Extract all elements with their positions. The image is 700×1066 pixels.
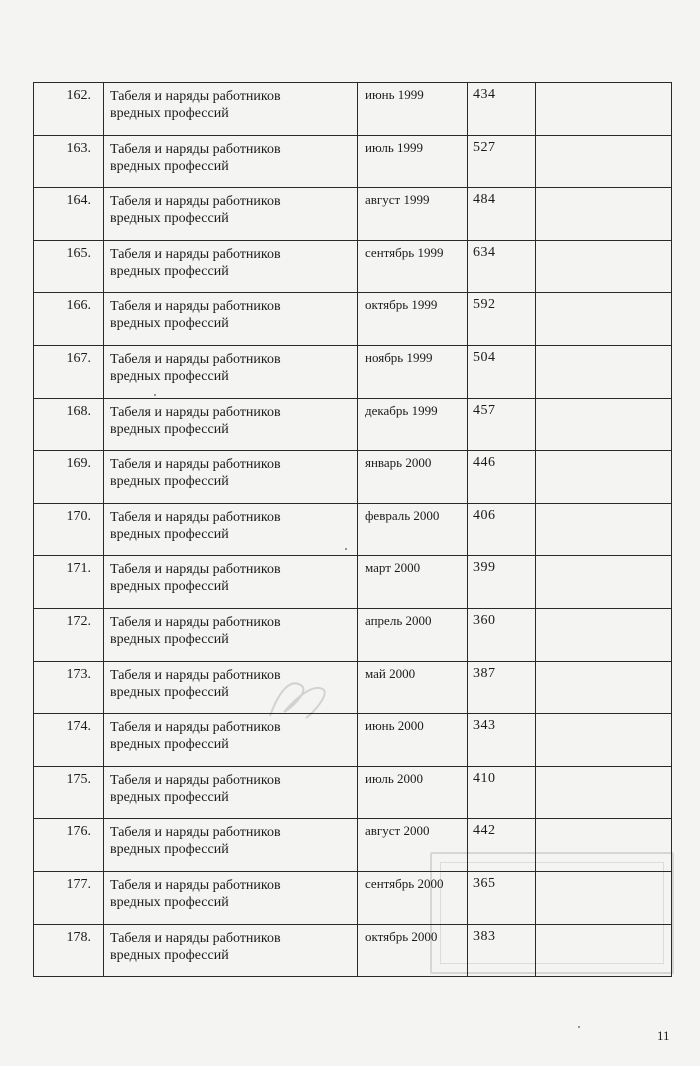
- record-title-line: вредных профессий: [110, 947, 229, 963]
- record-number: 176.: [34, 819, 104, 872]
- record-title-line: Табеля и наряды работников: [110, 89, 281, 104]
- record-title-line: Табеля и наряды работников: [110, 667, 281, 683]
- record-note: [536, 240, 672, 293]
- record-date: декабрь 1999: [358, 398, 468, 451]
- record-date: апрель 2000: [358, 608, 468, 661]
- record-title-line: Табеля и наряды работников: [110, 141, 281, 157]
- record-note: [536, 188, 672, 241]
- table-row: [34, 661, 672, 714]
- record-note: [536, 556, 672, 609]
- record-title-line: вредных профессий: [110, 211, 229, 227]
- record-sheet-count: 434: [468, 83, 536, 136]
- record-title: [104, 503, 358, 556]
- record-sheet-count: 383: [468, 924, 536, 977]
- records-table: [33, 82, 672, 977]
- record-sheet-count: 406: [468, 503, 536, 556]
- record-date: сентябрь 2000: [358, 871, 468, 924]
- record-number: 166.: [34, 293, 104, 346]
- record-sheet-count: 504: [468, 345, 536, 398]
- record-title: [104, 661, 358, 714]
- table-row: [34, 608, 672, 661]
- table-row: [34, 714, 672, 767]
- record-note: [536, 503, 672, 556]
- record-note: [536, 766, 672, 819]
- table-row: [34, 819, 672, 872]
- record-sheet-count: 484: [468, 188, 536, 241]
- record-number: 171.: [34, 556, 104, 609]
- record-title: [104, 293, 358, 346]
- record-number: 173.: [34, 661, 104, 714]
- record-title-line: Табеля и наряды работников: [110, 772, 281, 788]
- records-table-body: [34, 83, 672, 977]
- record-date: март 2000: [358, 556, 468, 609]
- record-sheet-count: 442: [468, 819, 536, 872]
- record-date: август 1999: [358, 188, 468, 241]
- record-title-line: вредных профессий: [110, 421, 229, 437]
- record-sheet-count: 343: [468, 714, 536, 767]
- record-title-line: Табеля и наряды работников: [110, 877, 281, 893]
- record-note: [536, 819, 672, 872]
- record-note: [536, 608, 672, 661]
- table-row: [34, 503, 672, 556]
- record-title-line: вредных профессий: [110, 106, 229, 121]
- record-sheet-count: 634: [468, 240, 536, 293]
- record-date: июль 2000: [358, 766, 468, 819]
- record-title-line: Табеля и наряды работников: [110, 404, 281, 420]
- record-title-line: Табеля и наряды работников: [110, 720, 281, 736]
- record-date: сентябрь 1999: [358, 240, 468, 293]
- record-date: август 2000: [358, 819, 468, 872]
- record-date: ноябрь 1999: [358, 345, 468, 398]
- table-row: [34, 871, 672, 924]
- record-title-line: вредных профессий: [110, 474, 229, 490]
- record-number: 169.: [34, 451, 104, 504]
- record-note: [536, 345, 672, 398]
- record-number: 167.: [34, 345, 104, 398]
- table-row: [34, 924, 672, 977]
- record-sheet-count: 446: [468, 451, 536, 504]
- record-title-line: вредных профессий: [110, 894, 229, 910]
- record-note: [536, 871, 672, 924]
- record-note: [536, 714, 672, 767]
- record-title-line: вредных профессий: [110, 842, 229, 858]
- record-title-line: Табеля и наряды работников: [110, 562, 281, 578]
- record-note: [536, 661, 672, 714]
- record-date: январь 2000: [358, 451, 468, 504]
- record-title: [104, 608, 358, 661]
- record-sheet-count: 360: [468, 608, 536, 661]
- record-title-line: Табеля и наряды работников: [110, 930, 281, 946]
- record-number: 165.: [34, 240, 104, 293]
- record-note: [536, 924, 672, 977]
- table-row: [34, 83, 672, 136]
- record-title-line: Табеля и наряды работников: [110, 509, 281, 525]
- record-title-line: вредных профессий: [110, 316, 229, 332]
- record-title-line: вредных профессий: [110, 789, 229, 805]
- record-date: июль 1999: [358, 135, 468, 188]
- record-title-line: вредных профессий: [110, 158, 229, 174]
- record-title-line: Табеля и наряды работников: [110, 194, 281, 210]
- record-number: 170.: [34, 503, 104, 556]
- record-title: [104, 924, 358, 977]
- record-title-line: Табеля и наряды работников: [110, 246, 281, 262]
- record-title: [104, 398, 358, 451]
- table-row: [34, 398, 672, 451]
- record-date: октябрь 2000: [358, 924, 468, 977]
- record-title-line: вредных профессий: [110, 737, 229, 753]
- record-title: [104, 871, 358, 924]
- record-note: [536, 451, 672, 504]
- record-sheet-count: 399: [468, 556, 536, 609]
- record-date: октябрь 1999: [358, 293, 468, 346]
- record-title: [104, 345, 358, 398]
- record-date: февраль 2000: [358, 503, 468, 556]
- table-row: [34, 766, 672, 819]
- record-sheet-count: 387: [468, 661, 536, 714]
- table-row: [34, 188, 672, 241]
- table-row: [34, 556, 672, 609]
- record-note: [536, 293, 672, 346]
- record-title-line: Табеля и наряды работников: [110, 299, 281, 315]
- record-date: май 2000: [358, 661, 468, 714]
- table-row: [34, 451, 672, 504]
- record-title: [104, 188, 358, 241]
- page-number: 11: [657, 1028, 670, 1043]
- record-title-line: Табеля и наряды работников: [110, 825, 281, 841]
- record-number: 174.: [34, 714, 104, 767]
- paper-speck: [345, 548, 347, 550]
- record-note: [536, 398, 672, 451]
- record-title-line: вредных профессий: [110, 579, 229, 595]
- table-row: [34, 240, 672, 293]
- record-sheet-count: 527: [468, 135, 536, 188]
- record-note: [536, 83, 672, 136]
- record-title-line: Табеля и наряды работников: [110, 351, 281, 367]
- record-sheet-count: 365: [468, 871, 536, 924]
- record-title: [104, 819, 358, 872]
- record-title-line: Табеля и наряды работников: [110, 614, 281, 630]
- record-title: [104, 240, 358, 293]
- table-row: [34, 345, 672, 398]
- record-note: [536, 135, 672, 188]
- table-row: [34, 135, 672, 188]
- record-sheet-count: 457: [468, 398, 536, 451]
- record-title: [104, 714, 358, 767]
- record-title-line: вредных профессий: [110, 368, 229, 384]
- record-number: 175.: [34, 766, 104, 819]
- record-date: июнь 1999: [358, 83, 468, 136]
- record-title: [104, 766, 358, 819]
- record-title-line: вредных профессий: [110, 263, 229, 279]
- record-title: [104, 556, 358, 609]
- record-title-line: вредных профессий: [110, 631, 229, 647]
- record-number: 163.: [34, 135, 104, 188]
- record-number: 162.: [34, 83, 104, 136]
- record-number: 168.: [34, 398, 104, 451]
- paper-speck: [154, 394, 156, 396]
- record-date: июнь 2000: [358, 714, 468, 767]
- record-number: 178.: [34, 924, 104, 977]
- record-title: [104, 83, 358, 136]
- table-row: [34, 293, 672, 346]
- record-title: [104, 135, 358, 188]
- record-number: 164.: [34, 188, 104, 241]
- record-title: [104, 451, 358, 504]
- record-number: 172.: [34, 608, 104, 661]
- record-title-line: Табеля и наряды работников: [110, 457, 281, 473]
- record-title-line: вредных профессий: [110, 684, 229, 700]
- record-sheet-count: 592: [468, 293, 536, 346]
- paper-speck: [578, 1026, 580, 1028]
- record-title-line: вредных профессий: [110, 526, 229, 542]
- record-sheet-count: 410: [468, 766, 536, 819]
- record-number: 177.: [34, 871, 104, 924]
